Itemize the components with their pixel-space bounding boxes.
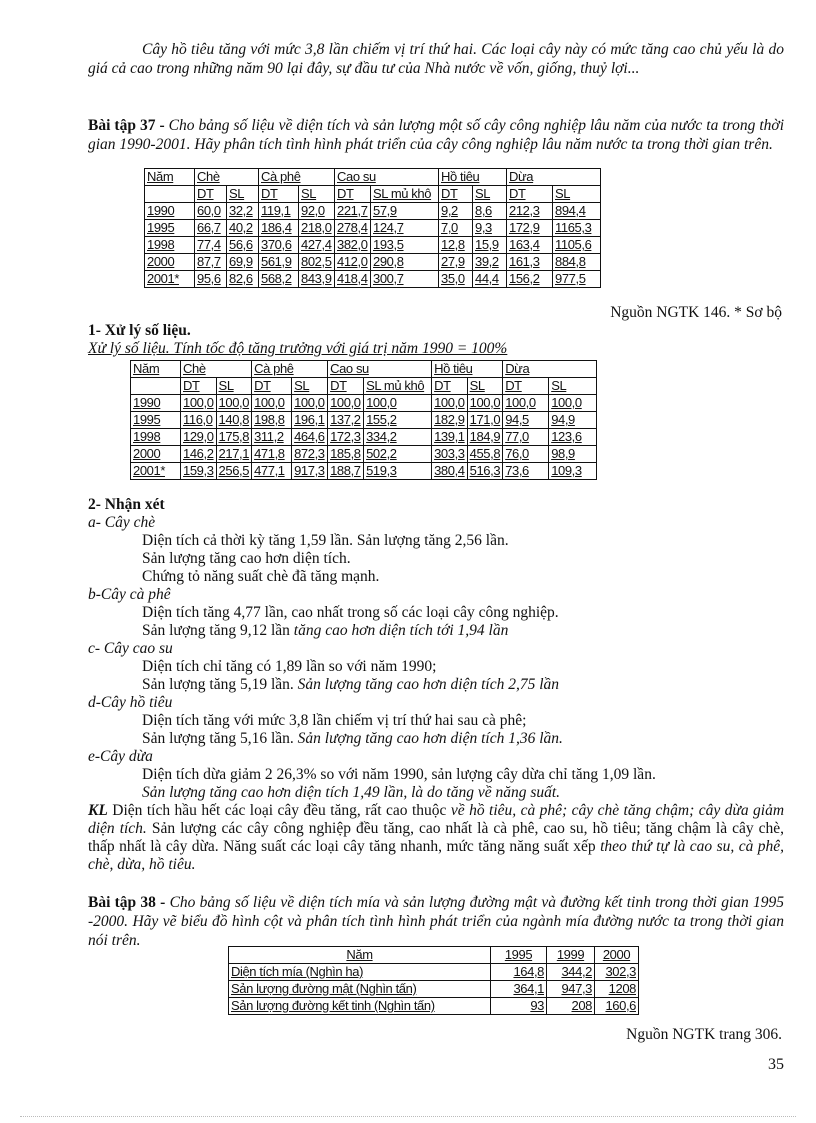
data-cell: 256,5 — [216, 463, 252, 480]
data-cell: 171,0 — [467, 412, 503, 429]
data-cell: 146,2 — [181, 446, 217, 463]
subheader-blank — [145, 186, 195, 203]
data-cell: 159,3 — [181, 463, 217, 480]
section-1-title: 1- Xử lý số liệu. — [88, 322, 191, 339]
data-cell: 77,4 — [195, 237, 227, 254]
table-row — [145, 220, 601, 237]
data-cell: 124,7 — [371, 220, 439, 237]
exercise-37-prompt — [88, 116, 784, 154]
item-b-line-2-text: Sản lượng tăng 9,12 lần — [142, 622, 290, 639]
data-cell: 568,2 — [259, 271, 299, 288]
subheader-cell: SL mủ khô — [371, 186, 439, 203]
table-row — [131, 395, 597, 412]
row-year: 2000 — [145, 254, 195, 271]
data-cell: 69,9 — [227, 254, 259, 271]
exercise-38-prompt — [88, 893, 784, 950]
data-cell: 947,3 — [547, 981, 595, 998]
data-cell: 917,3 — [292, 463, 328, 480]
subheader-cell: DT — [252, 378, 292, 395]
data-cell: 109,3 — [549, 463, 597, 480]
data-cell: 418,4 — [335, 271, 371, 288]
row-year: 1995 — [131, 412, 181, 429]
table-row — [131, 429, 597, 446]
item-a-line-3: Chứng tỏ năng suất chè đã tăng mạnh. — [142, 568, 380, 585]
table-row — [229, 998, 639, 1015]
data-cell: 163,4 — [507, 237, 553, 254]
row-label: Diện tích mía (Nghìn ha) — [229, 964, 491, 981]
data-cell: 100,0 — [216, 395, 252, 412]
data-cell: 123,6 — [549, 429, 597, 446]
data-cell: 129,0 — [181, 429, 217, 446]
row-year: 2000 — [131, 446, 181, 463]
data-cell: 802,5 — [299, 254, 335, 271]
data-cell: 186,4 — [259, 220, 299, 237]
data-cell: 93 — [491, 998, 547, 1015]
exercise-37-title: Bài tập 37 - — [88, 117, 165, 134]
conclusion-part-4: theo thứ tự là cao su, cà phê, chè, dừa, hồ tiêu. — [88, 838, 785, 873]
data-cell: 894,4 — [553, 203, 601, 220]
data-cell: 9,3 — [473, 220, 507, 237]
data-cell: 82,6 — [227, 271, 259, 288]
table-row — [229, 981, 639, 998]
header-crop: Chè — [181, 361, 252, 378]
data-cell: 208 — [547, 998, 595, 1015]
header-crop: Chè — [195, 169, 259, 186]
row-year: 2001* — [131, 463, 181, 480]
subheader-cell: DT — [503, 378, 549, 395]
header-crop: Hồ tiêu — [439, 169, 507, 186]
subheader-cell: DT — [181, 378, 217, 395]
subheader-cell: SL — [227, 186, 259, 203]
table-row — [131, 446, 597, 463]
page-number: 35 — [768, 1056, 784, 1073]
source-38: Nguồn NGTK trang 306. — [626, 1026, 782, 1043]
header-row — [145, 169, 601, 186]
data-cell: 100,0 — [252, 395, 292, 412]
item-d-line-2-text: Sản lượng tăng 5,16 lần. — [142, 730, 294, 747]
data-cell: 471,8 — [252, 446, 292, 463]
data-cell: 119,1 — [259, 203, 299, 220]
subheader-cell: SL — [216, 378, 252, 395]
data-cell: 100,0 — [549, 395, 597, 412]
data-cell: 364,1 — [491, 981, 547, 998]
data-cell: 100,0 — [467, 395, 503, 412]
data-cell: 161,3 — [507, 254, 553, 271]
table-37-growth — [130, 360, 597, 480]
data-cell: 1105,6 — [553, 237, 601, 254]
data-cell: 137,2 — [328, 412, 364, 429]
item-e-line-1: Diện tích dừa giảm 2 26,3% so với năm 1990, sản lượng cây dừa chỉ tăng 1,09 lần. — [142, 766, 656, 783]
header-year: Năm — [131, 361, 181, 378]
row-year: 1998 — [131, 429, 181, 446]
row-label: Sản lượng đường mật (Nghìn tấn) — [229, 981, 491, 998]
data-cell: 8,6 — [473, 203, 507, 220]
header-crop: Dừa — [503, 361, 597, 378]
item-b-line-2 — [142, 622, 508, 639]
header-year: 1995 — [491, 947, 547, 964]
data-cell: 44,4 — [473, 271, 507, 288]
item-c-title: c- Cây cao su — [88, 640, 173, 657]
section-1-subtitle: Xử lý số liệu. Tính tốc độ tăng trưởng với giá trị năm 1990 = 100% — [88, 340, 508, 357]
item-a-line-1: Diện tích cả thời kỳ tăng 1,59 lần. Sản lượng tăng 2,56 lần. — [142, 532, 509, 549]
data-cell: 100,0 — [432, 395, 468, 412]
item-b-line-2-note: tăng cao hơn diện tích tới 1,94 lần — [293, 622, 509, 639]
subheader-cell: SL — [299, 186, 335, 203]
source-37: Nguồn NGTK 146. * Sơ bộ — [610, 304, 782, 321]
data-cell: 92,0 — [299, 203, 335, 220]
data-cell: 87,7 — [195, 254, 227, 271]
item-d-line-1: Diện tích tăng với mức 3,8 lần chiếm vị trí thứ hai sau cà phê; — [142, 712, 527, 729]
data-cell: 516,3 — [467, 463, 503, 480]
data-cell: 156,2 — [507, 271, 553, 288]
data-cell: 196,1 — [292, 412, 328, 429]
header-crop: Cao su — [328, 361, 432, 378]
subheader-cell: SL — [292, 378, 328, 395]
data-cell: 56,6 — [227, 237, 259, 254]
item-d-title: d-Cây hồ tiêu — [88, 694, 173, 711]
subheader-cell: SL — [473, 186, 507, 203]
data-cell: 32,2 — [227, 203, 259, 220]
header-crop: Cà phê — [252, 361, 328, 378]
row-year: 1990 — [145, 203, 195, 220]
item-c-line-2-note: Sản lượng tăng cao hơn diện tích 2,75 lần — [297, 676, 560, 693]
table-38 — [228, 946, 639, 1015]
header-crop: Hồ tiêu — [432, 361, 503, 378]
data-cell: 94,9 — [549, 412, 597, 429]
data-cell: 1165,3 — [553, 220, 601, 237]
item-c-line-1: Diện tích chỉ tăng có 1,89 lần so với năm 1990; — [142, 658, 437, 675]
header-crop: Cao su — [335, 169, 439, 186]
subheader-cell: DT — [195, 186, 227, 203]
table-row — [145, 203, 601, 220]
footer-divider — [20, 1116, 796, 1117]
data-cell: 502,2 — [364, 446, 432, 463]
item-e-title: e-Cây dừa — [88, 748, 153, 765]
data-cell: 198,8 — [252, 412, 292, 429]
data-cell: 212,3 — [507, 203, 553, 220]
data-cell: 380,4 — [432, 463, 468, 480]
header-row — [229, 947, 639, 964]
subheader-blank — [131, 378, 181, 395]
header-year: 1999 — [547, 947, 595, 964]
data-cell: 7,0 — [439, 220, 473, 237]
table-row — [145, 237, 601, 254]
data-cell: 73,6 — [503, 463, 549, 480]
item-b-line-1: Diện tích tăng 4,77 lần, cao nhất trong số các loại cây công nghiệp. — [142, 604, 559, 621]
conclusion-part-3: Sản lượng các cây công nghiệp đều tăng, cao nhất là cà phê, cao su, hồ tiêu; tăng chậm là cây chè, thấp nhất là cây dừa. Năng suất các loại cây tăng nhanh, mức tăng năng suất xếp — [88, 820, 784, 855]
data-cell: 100,0 — [292, 395, 328, 412]
item-b-title: b-Cây cà phê — [88, 586, 171, 603]
row-year: 1990 — [131, 395, 181, 412]
header-label: Năm — [229, 947, 491, 964]
item-c-line-2-text: Sản lượng tăng 5,19 lần. — [142, 676, 294, 693]
data-cell: 188,7 — [328, 463, 364, 480]
data-cell: 477,1 — [252, 463, 292, 480]
data-cell: 872,3 — [292, 446, 328, 463]
table-37-raw — [144, 168, 601, 288]
data-cell: 464,6 — [292, 429, 328, 446]
data-cell: 185,8 — [328, 446, 364, 463]
data-cell: 427,4 — [299, 237, 335, 254]
data-cell: 303,3 — [432, 446, 468, 463]
data-cell: 843,9 — [299, 271, 335, 288]
table-row — [145, 254, 601, 271]
data-cell: 278,4 — [335, 220, 371, 237]
data-cell: 95,6 — [195, 271, 227, 288]
subheader-cell: DT — [259, 186, 299, 203]
data-cell: 311,2 — [252, 429, 292, 446]
data-cell: 66,7 — [195, 220, 227, 237]
data-cell: 884,8 — [553, 254, 601, 271]
data-cell: 172,9 — [507, 220, 553, 237]
data-cell: 15,9 — [473, 237, 507, 254]
data-cell: 382,0 — [335, 237, 371, 254]
subheader-cell: SL — [467, 378, 503, 395]
data-cell: 977,5 — [553, 271, 601, 288]
item-a-line-2: Sản lượng tăng cao hơn diện tích. — [142, 550, 351, 567]
data-cell: 100,0 — [328, 395, 364, 412]
data-cell: 218,0 — [299, 220, 335, 237]
data-cell: 100,0 — [181, 395, 217, 412]
exercise-38-text: Cho bảng số liệu về diện tích mía và sản lượng đường mật và đường kết tinh trong thời gian 1995 -2000. Hãy vẽ biểu đồ hình cột và phân tích tình hình phát triển của ngành mía đường nước ta trong thời gian nói trên. — [88, 894, 785, 949]
header-year: 2000 — [595, 947, 639, 964]
header-crop: Cà phê — [259, 169, 335, 186]
data-cell: 217,1 — [216, 446, 252, 463]
header-row — [131, 361, 597, 378]
data-cell: 40,2 — [227, 220, 259, 237]
data-cell: 100,0 — [503, 395, 549, 412]
item-d-line-2 — [142, 730, 563, 747]
data-cell: 300,7 — [371, 271, 439, 288]
data-cell: 519,3 — [364, 463, 432, 480]
table-row — [145, 271, 601, 288]
data-cell: 193,5 — [371, 237, 439, 254]
row-year: 2001* — [145, 271, 195, 288]
data-cell: 35,0 — [439, 271, 473, 288]
conclusion-part-2: về hồ tiêu, cà phê; cây chè tăng chậm; cây dừa giảm diện tích. — [88, 802, 785, 837]
subheader-cell: SL — [553, 186, 601, 203]
intro-text: Cây hồ tiêu tăng với mức 3,8 lần chiếm vị trí thứ hai. Các loại cây này có mức tăng cao chủ yếu là do giá cả cao trong những năm 90 lại đây, sự đầu tư của Nhà nước về vốn, giống, thuỷ lợi... — [88, 41, 784, 77]
subheader-cell: SL mủ khô — [364, 378, 432, 395]
data-cell: 412,0 — [335, 254, 371, 271]
data-cell: 302,3 — [595, 964, 639, 981]
data-cell: 1208 — [595, 981, 639, 998]
subheader-cell: SL — [549, 378, 597, 395]
table-row — [131, 463, 597, 480]
data-cell: 334,2 — [364, 429, 432, 446]
data-cell: 116,0 — [181, 412, 217, 429]
subheader-cell: DT — [328, 378, 364, 395]
intro-paragraph — [88, 40, 784, 78]
data-cell: 184,9 — [467, 429, 503, 446]
data-cell: 12,8 — [439, 237, 473, 254]
data-cell: 160,6 — [595, 998, 639, 1015]
row-year: 1998 — [145, 237, 195, 254]
subheader-row — [145, 186, 601, 203]
subheader-cell: DT — [439, 186, 473, 203]
data-cell: 39,2 — [473, 254, 507, 271]
header-year: Năm — [145, 169, 195, 186]
data-cell: 155,2 — [364, 412, 432, 429]
subheader-cell: DT — [335, 186, 371, 203]
data-cell: 76,0 — [503, 446, 549, 463]
data-cell: 370,6 — [259, 237, 299, 254]
data-cell: 221,7 — [335, 203, 371, 220]
data-cell: 100,0 — [364, 395, 432, 412]
item-a-title: a- Cây chè — [88, 514, 156, 531]
row-label: Sản lượng đường kết tinh (Nghìn tấn) — [229, 998, 491, 1015]
row-year: 1995 — [145, 220, 195, 237]
subheader-cell: DT — [507, 186, 553, 203]
subheader-row — [131, 378, 597, 395]
exercise-37-text: Cho bảng số liệu về diện tích và sản lượng một số cây công nghiệp lâu năm của nước ta trong thời gian 1990-2001. Hãy phân tích tình hình phát triển của cây công nghiệp lâu năm nước ta trong thời gian trên. — [88, 117, 784, 153]
data-cell: 9,2 — [439, 203, 473, 220]
data-cell: 290,8 — [371, 254, 439, 271]
data-cell: 77,0 — [503, 429, 549, 446]
exercise-38-title: Bài tập 38 - — [88, 894, 166, 911]
section-2-title: 2- Nhận xét — [88, 496, 165, 513]
data-cell: 139,1 — [432, 429, 468, 446]
data-cell: 172,3 — [328, 429, 364, 446]
data-cell: 175,8 — [216, 429, 252, 446]
data-cell: 98,9 — [549, 446, 597, 463]
header-crop: Dừa — [507, 169, 601, 186]
table-row — [131, 412, 597, 429]
subheader-cell: DT — [432, 378, 468, 395]
data-cell: 60,0 — [195, 203, 227, 220]
data-cell: 140,8 — [216, 412, 252, 429]
item-e-line-2: Sản lượng tăng cao hơn diện tích 1,49 lần, là do tăng về năng suất. — [142, 784, 561, 801]
data-cell: 94,5 — [503, 412, 549, 429]
table-row — [229, 964, 639, 981]
data-cell: 27,9 — [439, 254, 473, 271]
item-d-line-2-note: Sản lượng tăng cao hơn diện tích 1,36 lần. — [297, 730, 563, 747]
conclusion-part-1: Diện tích hầu hết các loại cây đều tăng, rất cao thuộc — [112, 802, 447, 819]
data-cell: 182,9 — [432, 412, 468, 429]
conclusion-label: KL — [88, 802, 108, 819]
data-cell: 164,8 — [491, 964, 547, 981]
data-cell: 561,9 — [259, 254, 299, 271]
data-cell: 344,2 — [547, 964, 595, 981]
data-cell: 455,8 — [467, 446, 503, 463]
data-cell: 57,9 — [371, 203, 439, 220]
conclusion-paragraph — [88, 802, 784, 874]
item-c-line-2 — [142, 676, 559, 693]
